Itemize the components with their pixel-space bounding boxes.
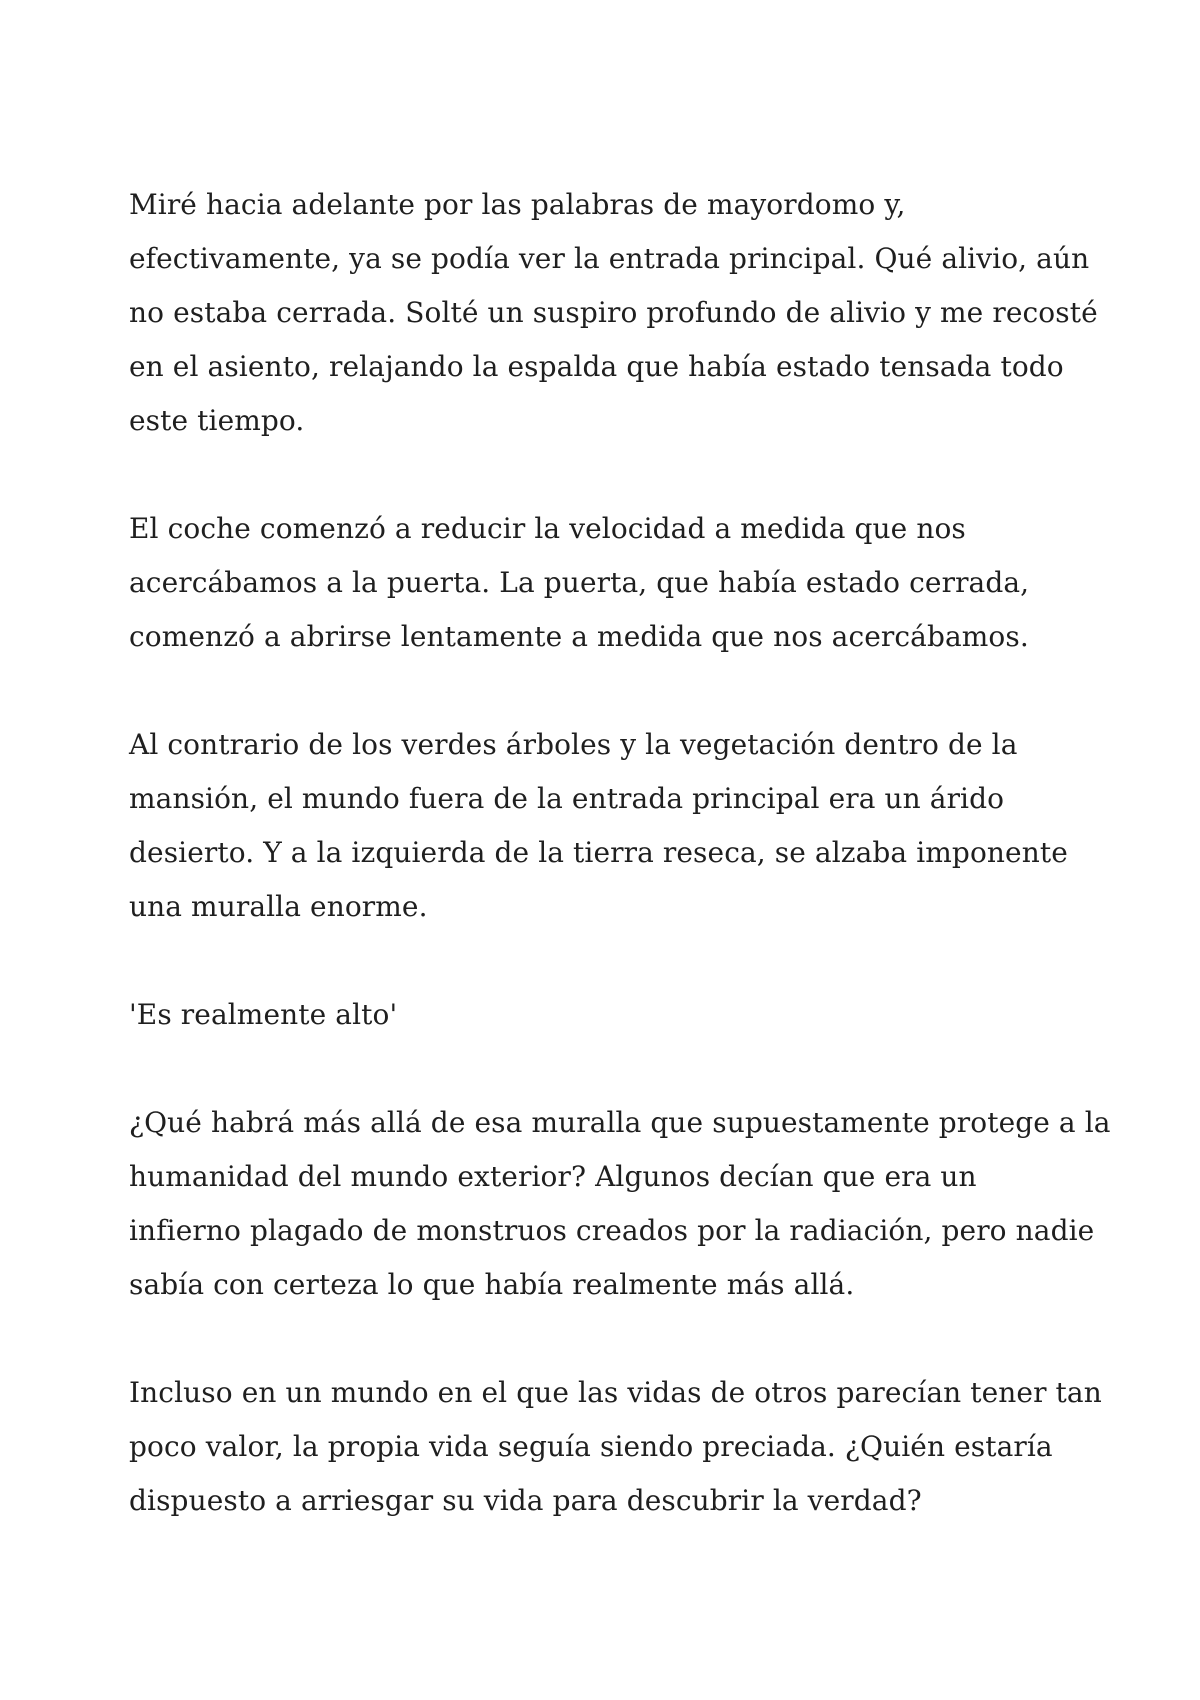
paragraph-line: desierto. Y a la izquierda de la tierra reseca, se alzaba imponente (129, 836, 1068, 869)
paragraph-line: El coche comenzó a reducir la velocidad a medida que nos (129, 512, 966, 545)
story-text (129, 178, 1111, 1528)
paragraph-line: infierno plagado de monstruos creados por la radiación, pero nadie (129, 1214, 1095, 1247)
paragraph-4 (129, 988, 1089, 1042)
paragraph-line: dispuesto a arriesgar su vida para descubrir la verdad? (129, 1484, 922, 1517)
paragraph-line: no estaba cerrada. Solté un suspiro profundo de alivio y me recosté (129, 296, 1098, 329)
paragraph-line: Al contrario de los verdes árboles y la vegetación dentro de la (129, 728, 1018, 761)
paragraph-2 (129, 502, 1089, 664)
paragraph-5 (129, 1096, 1111, 1312)
paragraph-1 (129, 178, 1098, 448)
paragraph-line: Miré hacia adelante por las palabras de mayordomo y, (129, 188, 906, 221)
paragraph-spacer (129, 934, 1089, 988)
paragraph-line: ¿Qué habrá más allá de esa muralla que supuestamente protege a la (129, 1106, 1111, 1139)
paragraph-spacer (129, 448, 1089, 502)
paragraph-6 (129, 1366, 1102, 1528)
paragraph-line: Incluso en un mundo en el que las vidas de otros parecían tener tan (129, 1376, 1102, 1409)
paragraph-spacer (129, 1042, 1089, 1096)
paragraph-spacer (129, 664, 1089, 718)
paragraph-line: 'Es realmente alto' (129, 998, 398, 1031)
paragraph-3 (129, 718, 1089, 934)
paragraph-line: este tiempo. (129, 404, 305, 437)
paragraph-line: poco valor, la propia vida seguía siendo preciada. ¿Quién estaría (129, 1430, 1053, 1463)
paragraph-line: mansión, el mundo fuera de la entrada principal era un árido (129, 782, 1005, 815)
paragraph-line: una muralla enorme. (129, 890, 428, 923)
paragraph-line: sabía con certeza lo que había realmente más allá. (129, 1268, 855, 1301)
paragraph-line: humanidad del mundo exterior? Algunos decían que era un (129, 1160, 977, 1193)
paragraph-line: comenzó a abrirse lentamente a medida que nos acercábamos. (129, 620, 1029, 653)
paragraph-line: en el asiento, relajando la espalda que había estado tensada todo (129, 350, 1064, 383)
paragraph-line: efectivamente, ya se podía ver la entrada principal. Qué alivio, aún (129, 242, 1090, 275)
paragraph-line: acercábamos a la puerta. La puerta, que había estado cerrada, (129, 566, 1030, 599)
paragraph-spacer (129, 1312, 1089, 1366)
